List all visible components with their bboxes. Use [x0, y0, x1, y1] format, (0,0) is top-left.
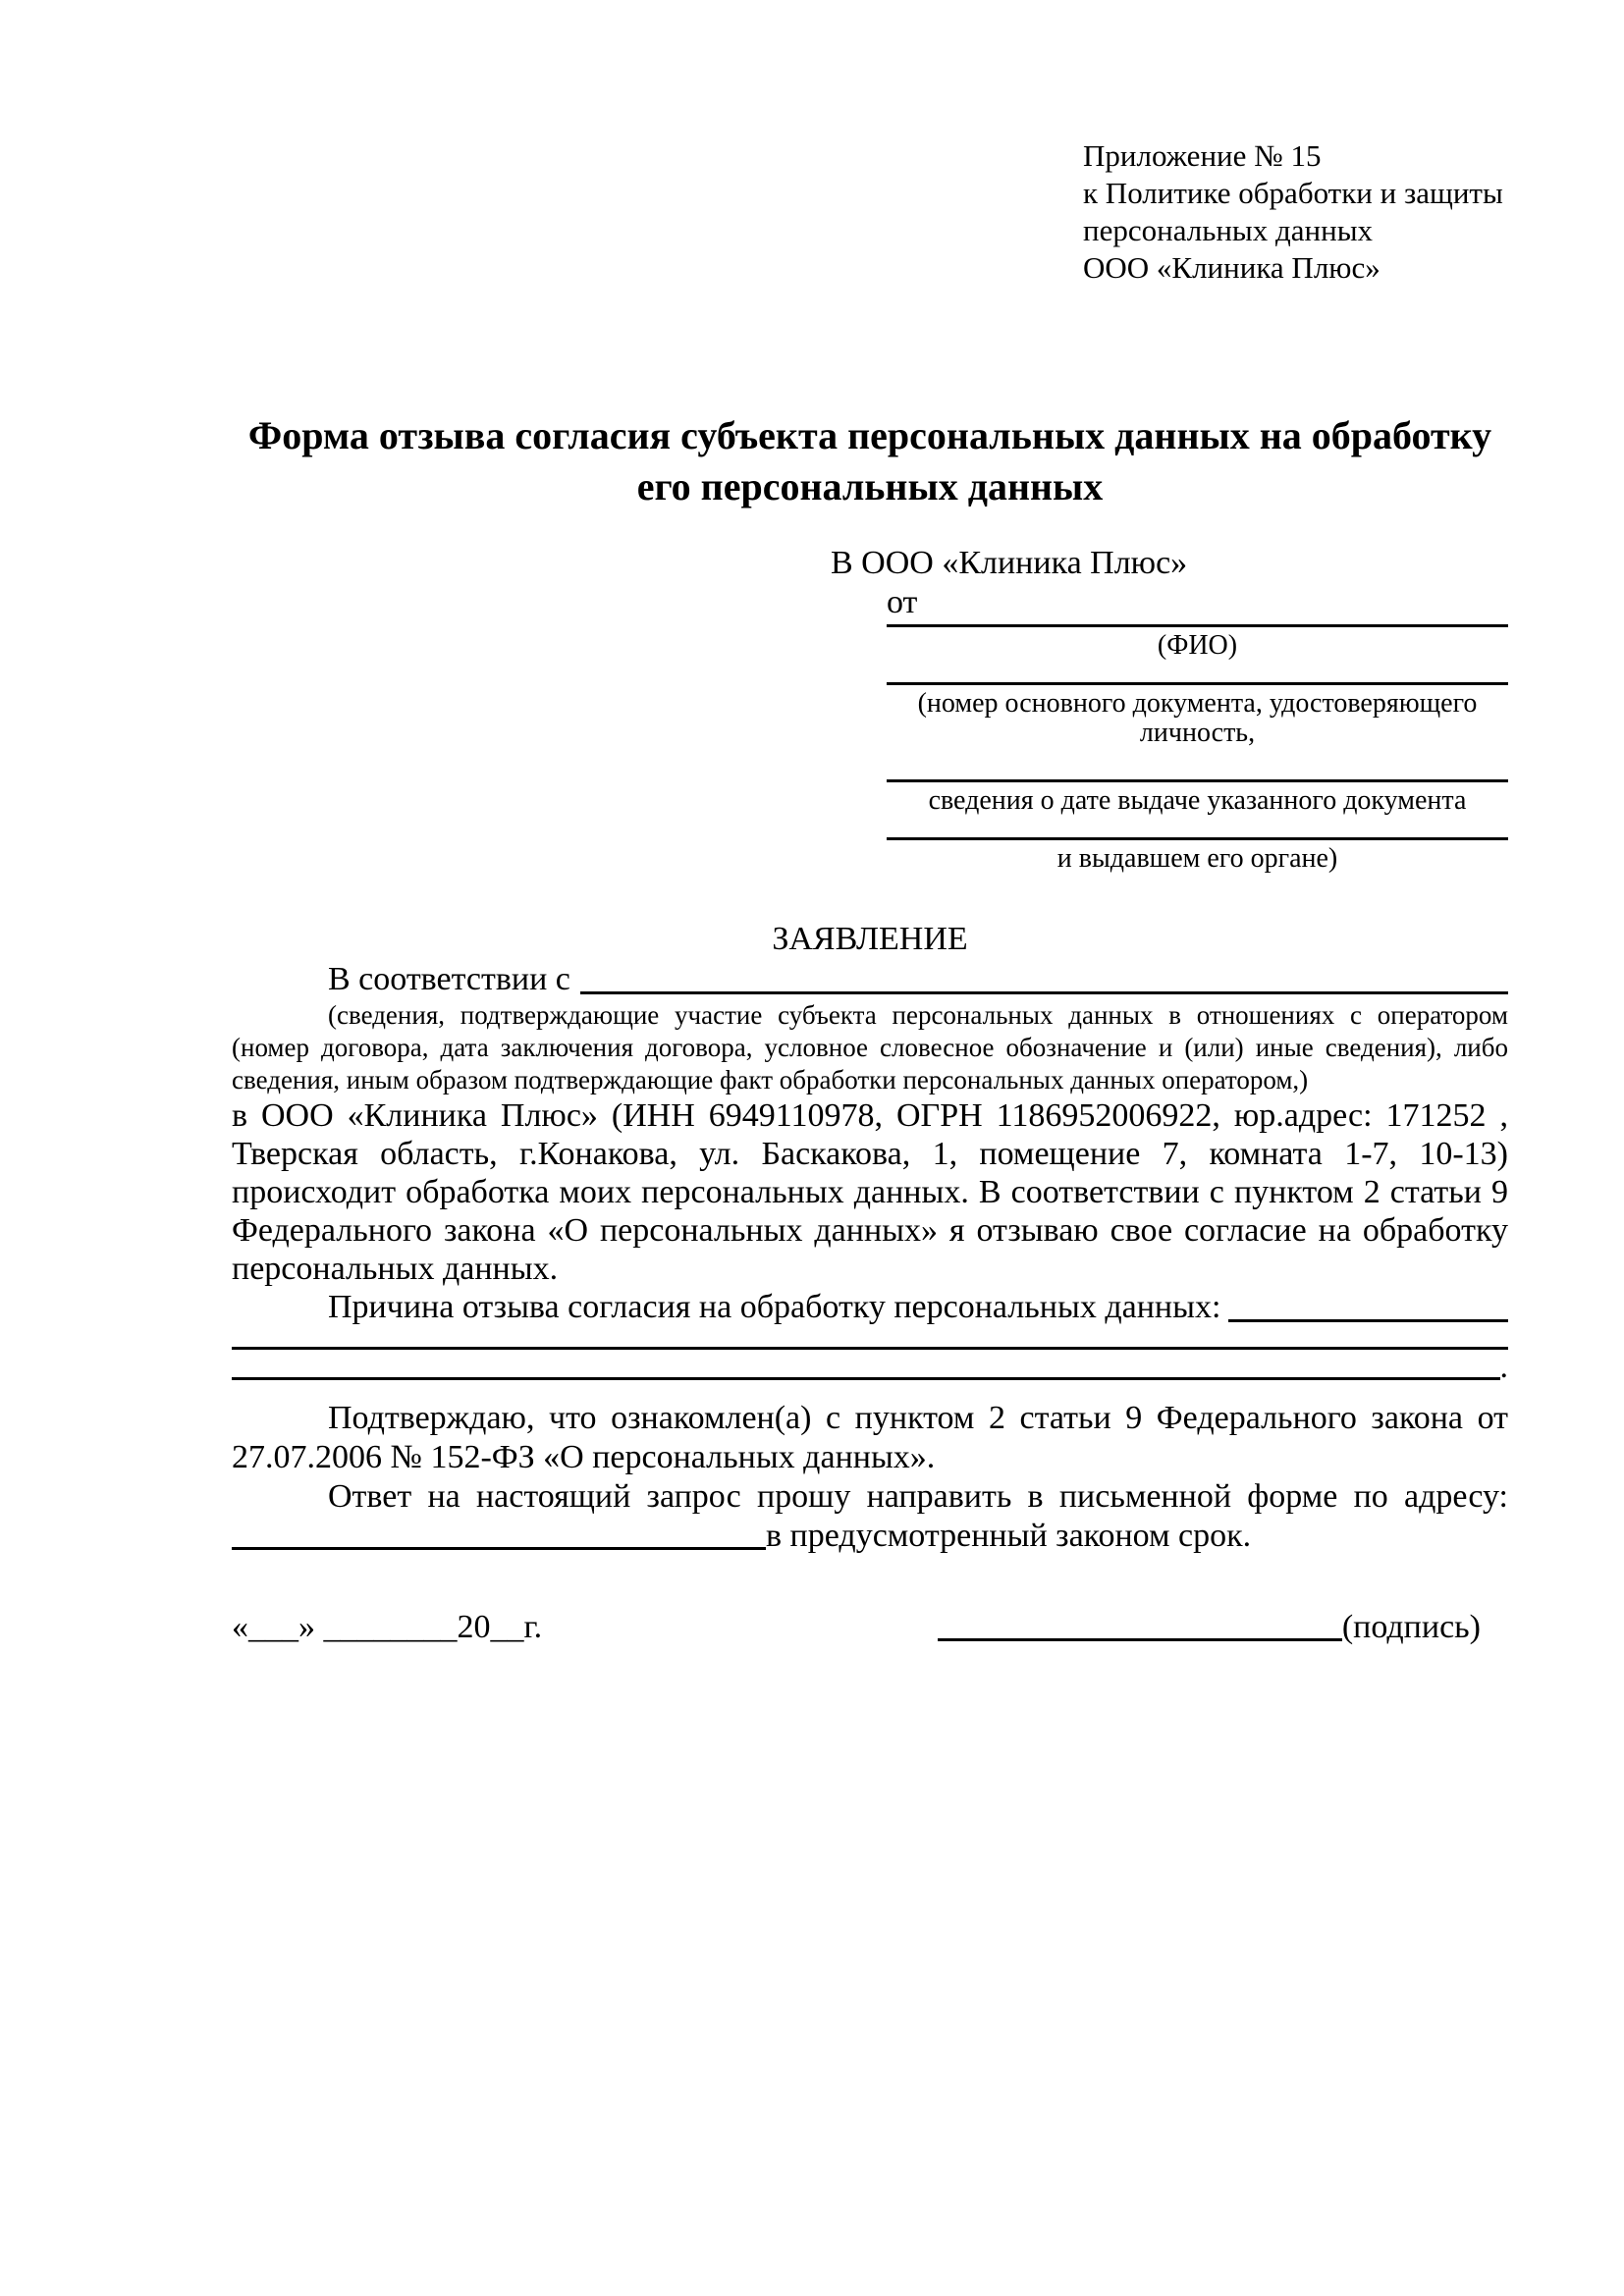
- signature-blank-line: [938, 1638, 1342, 1641]
- confirmation-paragraph: Подтверждаю, что ознакомлен(а) с пунктом 2 статьи 9 Федерального закона от 27.07.2006 № 152-ФЗ «О персональных данных».: [232, 1400, 1508, 1475]
- reason-blank-line-3-row: [232, 1350, 1508, 1385]
- reason-row: [232, 1288, 1508, 1327]
- issue-date-blank-line: [887, 779, 1508, 782]
- addressee-fields: [887, 624, 1508, 874]
- footnote-text: (сведения, подтверждающие участие субъекта персональных данных в отношениях с оператором (номер договора, дата заключения договора, условное словесное обозначение и (или) иные сведения), либо сведения, иным образом подтверждающие факт обработки персональных данных оператором,): [232, 1000, 1508, 1095]
- addressee-to: В ООО «Клиника Плюс»: [831, 545, 1188, 581]
- date-blank: «___» ________20__г.: [232, 1609, 543, 1645]
- date-signature-row: [232, 1607, 1508, 1648]
- statement-heading: ЗАЯВЛЕНИЕ: [772, 921, 968, 957]
- addressee-block: [831, 544, 1508, 874]
- reply-paragraph: [232, 1477, 1508, 1556]
- issuing-authority-field-label: и выдавшем его органе): [1056, 843, 1338, 874]
- main-paragraph: в ООО «Клиника Плюс» (ИНН 6949110978, ОГРН 1186952006922, юр.адрес: 171252 , Тверская область, г.Конакова, ул. Баскакова, 1, помещение 7, комната 1-7, 10-13) происходит обработка моих персональных данных. В соответствии с пунктом 2 статьи 9 Федерального закона «О персональных данных» я отзываю свое согласие на обработку персональных данных.: [232, 1097, 1508, 1287]
- reply-prefix: Ответ на настоящий запрос прошу направить в письменной форме по адресу:: [328, 1478, 1508, 1515]
- document-title: Форма отзыва согласия субъекта персональных данных на обработку его персональных данных: [247, 413, 1492, 508]
- issue-date-field: [887, 779, 1508, 816]
- reason-blank-line-3: [232, 1350, 1500, 1380]
- document-number-field-label: (номер основного документа, удостоверяющего личность,: [917, 688, 1478, 748]
- appendix-block: [1083, 137, 1508, 287]
- appendix-line: ООО «Клиника Плюс»: [1083, 250, 1380, 285]
- signature-group: [938, 1607, 1481, 1648]
- fio-field-label: (ФИО): [1157, 630, 1238, 661]
- issuing-authority-field: [887, 837, 1508, 874]
- appendix-line: Приложение № 15: [1083, 138, 1322, 173]
- appendix-line: персональных данных: [1083, 213, 1374, 247]
- document-content: [232, 137, 1508, 1648]
- fio-field: [887, 624, 1508, 661]
- in-accordance-row: [232, 960, 1508, 999]
- addressee-from: от: [887, 584, 918, 620]
- address-blank-line: [232, 1518, 766, 1550]
- in-accordance-prefix: В соответствии с: [328, 961, 570, 997]
- signature-label: (подпись): [1341, 1609, 1481, 1645]
- document-number-field: [887, 682, 1508, 748]
- reason-prefix: Причина отзыва согласия на обработку персональных данных:: [328, 1289, 1221, 1325]
- issuing-authority-blank-line: [887, 837, 1508, 840]
- issue-date-field-label: сведения о дате выдаче указанного документа: [928, 785, 1467, 816]
- document-number-blank-line: [887, 682, 1508, 685]
- reply-suffix: в предусмотренный законом срок.: [766, 1518, 1252, 1554]
- reason-blank-line: [1228, 1288, 1508, 1322]
- appendix-line: к Политике обработки и защиты: [1083, 176, 1503, 210]
- blank-line-terminator: .: [1499, 1349, 1508, 1385]
- fio-blank-line: [887, 624, 1508, 627]
- in-accordance-blank-line: [580, 960, 1508, 994]
